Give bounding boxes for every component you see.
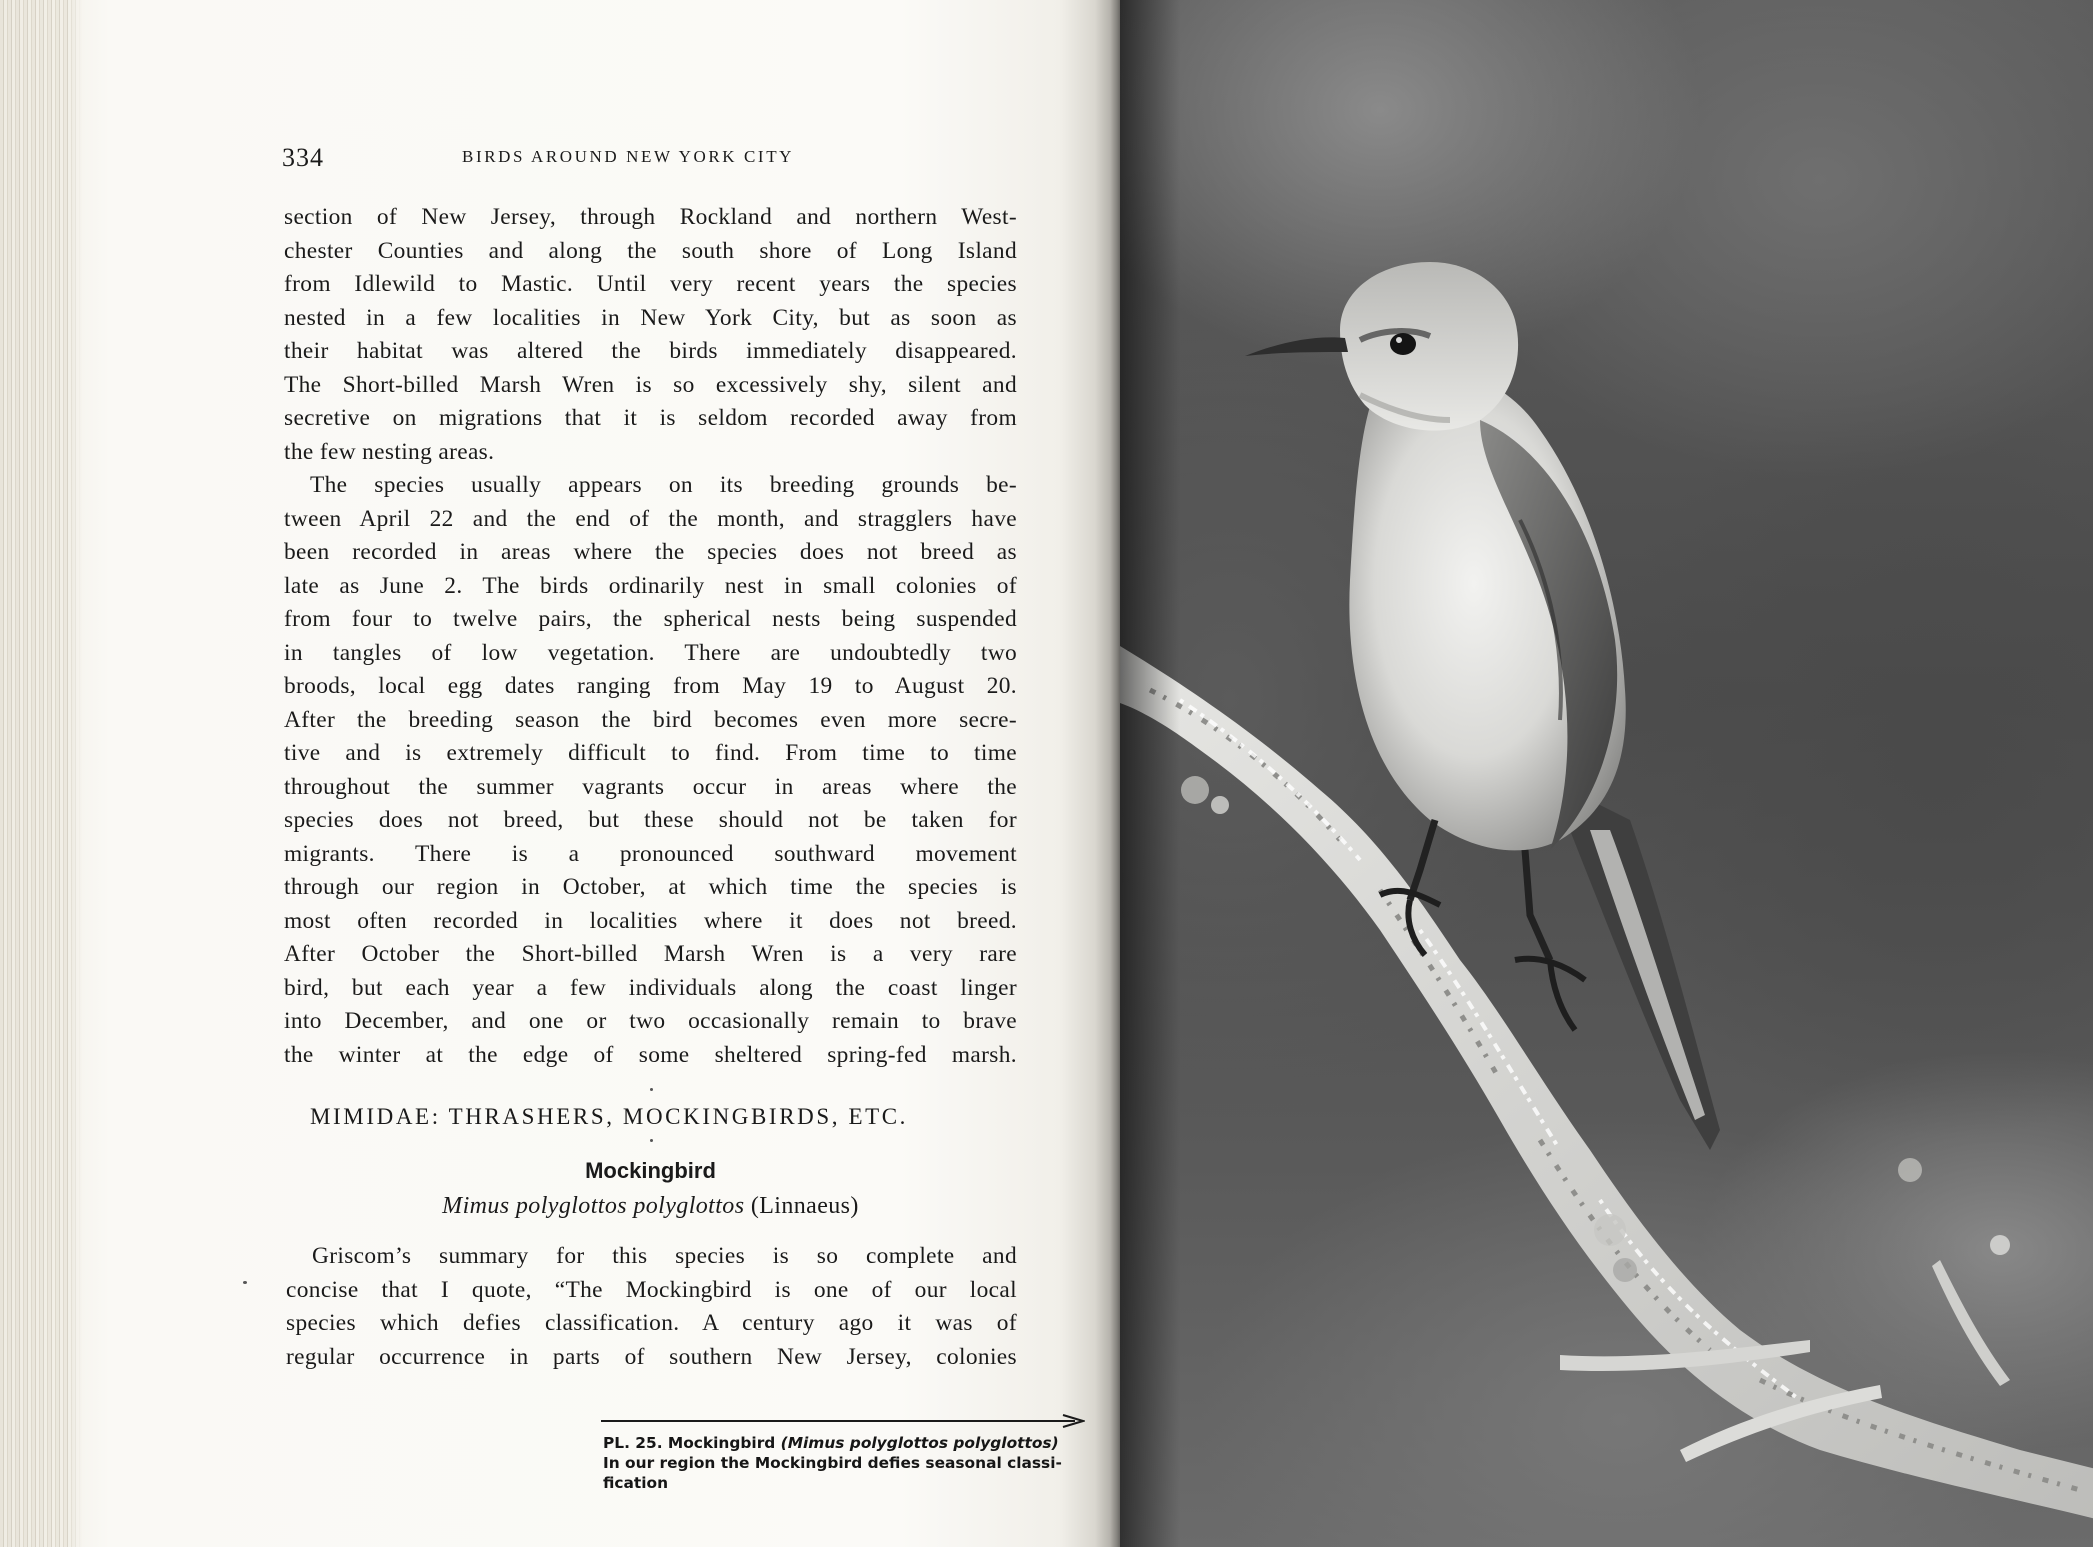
section-heading: MIMIDAE: THRASHERS, MOCKINGBIRDS, ETC. bbox=[310, 1104, 909, 1129]
text-line: secretive on migrations that it is seldom recorded away from bbox=[284, 405, 1017, 431]
text-line: late as June 2. The birds ordinarily nest in small colonies of bbox=[284, 572, 1017, 599]
text-line: The species usually appears on its breeding grounds be- bbox=[310, 472, 1017, 498]
running-head bbox=[282, 143, 1019, 173]
text-line: chester Counties and along the south shore of Long Island bbox=[284, 237, 1017, 264]
text-line: into December, and one or two occasionally remain to brave bbox=[284, 1008, 1017, 1034]
text-line: the few nesting areas. bbox=[284, 438, 495, 465]
print-speck bbox=[650, 1088, 653, 1091]
caption-line: fication bbox=[603, 1474, 669, 1492]
text-line: throughout the summer vagrants occur in areas where the bbox=[284, 773, 1017, 800]
body-text-continued bbox=[286, 1240, 1017, 1374]
text-line: most often recorded in localities where it does not breed. bbox=[284, 907, 1017, 934]
mockingbird-photograph bbox=[1120, 0, 2093, 1547]
text-line: migrants. There is a pronounced southward movement bbox=[284, 840, 1017, 867]
text-line: their habitat was altered the birds immediately disappeared. bbox=[284, 338, 1017, 364]
species-authority: (Linnaeus) bbox=[750, 1193, 859, 1219]
text-line: been recorded in areas where the species does not breed as bbox=[284, 539, 1017, 565]
gutter-shadow bbox=[1120, 0, 1180, 1547]
text-line: section of New Jersey, through Rockland and northern West- bbox=[284, 204, 1017, 230]
photo-illustration bbox=[1120, 0, 2093, 1547]
caption-plate-label: PL. 25. Mockingbird bbox=[603, 1434, 776, 1452]
print-speck bbox=[243, 1281, 247, 1284]
plate-caption bbox=[603, 1433, 1088, 1493]
text-line: broods, local egg dates ranging from May 19 to August 20. bbox=[284, 673, 1017, 699]
text-line: tive and is extremely difficult to find. From time to time bbox=[284, 740, 1017, 766]
caption-arrow-icon bbox=[601, 1413, 1085, 1429]
scientific-binomial: Mimus polyglottos polyglottos bbox=[442, 1193, 745, 1219]
running-head-title: BIRDS AROUND NEW YORK CITY bbox=[462, 147, 795, 166]
body-text bbox=[284, 201, 1017, 1072]
text-line: The Short-billed Marsh Wren is so excessively shy, silent and bbox=[284, 371, 1017, 398]
text-line: regular occurrence in parts of southern New Jersey, colonies bbox=[286, 1343, 1017, 1370]
species-common-name: Mockingbird bbox=[585, 1158, 716, 1183]
text-line: species does not breed, but these should not be taken for bbox=[284, 807, 1017, 833]
text-line: Griscom’s summary for this species is so complete and bbox=[312, 1243, 1017, 1269]
text-line: the winter at the edge of some sheltered spring-fed marsh. bbox=[284, 1041, 1017, 1068]
text-line: from Idlewild to Mastic. Until very recent years the species bbox=[284, 271, 1017, 297]
caption-line: In our region the Mockingbird defies seasonal classi- bbox=[603, 1454, 1062, 1472]
text-line: from four to twelve pairs, the spherical nests being suspended bbox=[284, 606, 1017, 632]
text-line: through our region in October, at which time the species is bbox=[284, 874, 1017, 900]
text-line: After the breeding season the bird becomes even more secre- bbox=[284, 706, 1017, 733]
text-line: concise that I quote, “The Mockingbird is one of our local bbox=[286, 1276, 1017, 1303]
text-line: in tangles of low vegetation. There are undoubtedly two bbox=[284, 639, 1017, 666]
text-line: After October the Short-billed Marsh Wren is a very rare bbox=[284, 941, 1017, 967]
text-line: tween April 22 and the end of the month, and stragglers have bbox=[284, 505, 1017, 532]
page-edges bbox=[0, 0, 82, 1547]
text-line: nested in a few localities in New York City, but as soon as bbox=[284, 304, 1017, 331]
caption-plate-species: (Mimus polyglottos polyglottos) bbox=[780, 1434, 1059, 1452]
text-line: bird, but each year a few individuals along the coast linger bbox=[284, 974, 1017, 1001]
print-speck bbox=[650, 1139, 653, 1142]
text-line: species which defies classification. A century ago it was of bbox=[286, 1310, 1017, 1336]
page-number: 334 bbox=[282, 143, 324, 172]
caption-line bbox=[603, 1433, 1088, 1453]
species-scientific-name bbox=[282, 1193, 1019, 1220]
